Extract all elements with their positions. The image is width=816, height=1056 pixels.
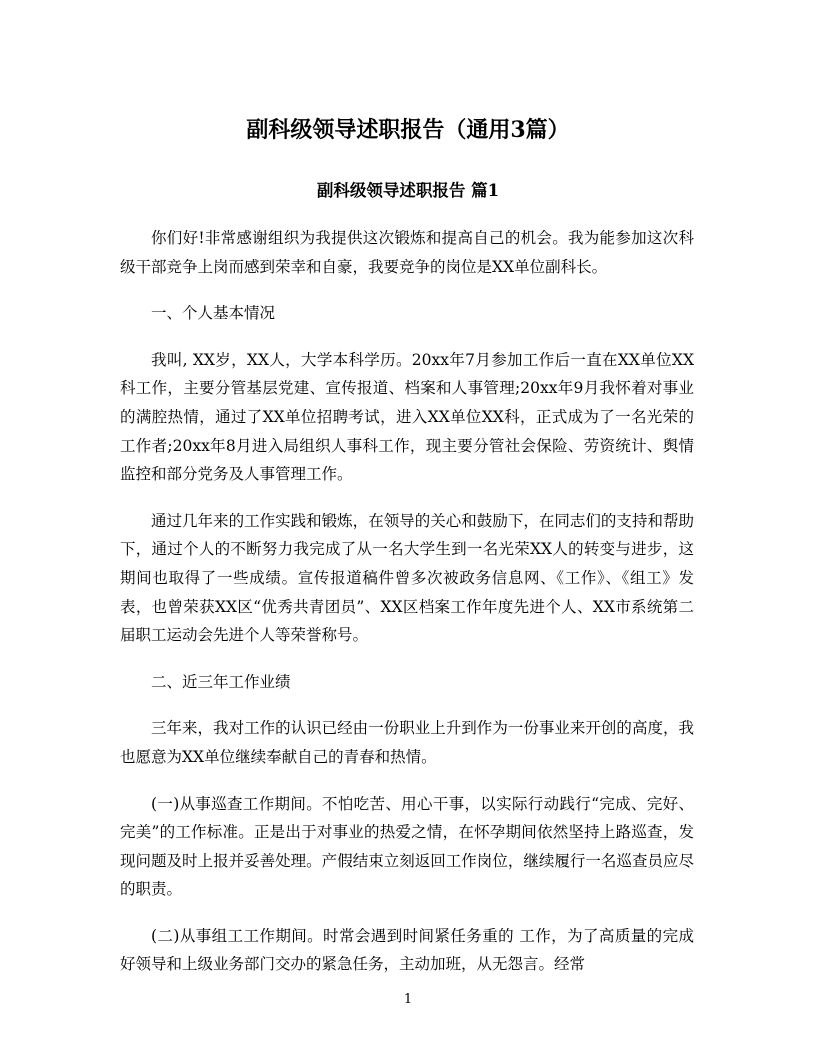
page-number: 1 <box>403 992 413 1007</box>
paragraph-organization-work: (二)从事组工工作期间。时常会遇到时间紧任务重的 工作，为了高质量的完成好领导和上级业务部门交办的紧急任务，主动加班，从无怨言。经常 <box>120 926 694 974</box>
paragraph-patrol-work: (一)从事巡查工作期间。不怕吃苦、用心干事，以实际行动践行“完成、完好、完美”的工作标准。正是出于对事业的热爱之情，在怀孕期间依然坚持上路巡查，发现问题及时上报并妥善处理。产假结束立刻返回工作岗位，继续履行一名巡查员应尽的职责。 <box>120 794 694 899</box>
heading-basic-info: 一、个人基本情况 <box>151 304 276 323</box>
heading-performance: 二、近三年工作业绩 <box>151 672 291 691</box>
paragraph-basic-info: 我叫, XX岁，XX人，大学本科学历。20xx年7月参加工作后一直在XX单位XX科工作，主要分管基层党建、宣传报道、档案和人事管理;20xx年9月我怀着对事业的满腔热情，通过了XX单位招聘考试，进入XX单位XX科，正式成为了一名光荣的工作者;20xx年8月进入局组织人事科工作，现主要分管社会保险、劳资统计、舆情监控和部分党务及人事管理工作。 <box>120 350 694 484</box>
paragraph-performance-intro: 三年来，我对工作的认识已经由一份职业上升到作为一份事业来开创的高度，我也愿意为XX单位继续奉献自己的青春和热情。 <box>120 719 694 766</box>
paragraph-achievements: 通过几年来的工作实践和锻炼，在领导的关心和鼓励下，在同志们的支持和帮助下，通过个人的不断努力我完成了从一名大学生到一名光荣XX人的转变与进步，这期间也取得了一些成绩。宣传报道稿件曾多次被政务信息网、《工作》、《组工》发表，也曾荣获XX区“优秀共青团员”、XX区档案工作年度先进个人、XX市系统第二届职工运动会先进个人等荣誉称号。 <box>120 511 694 645</box>
document-title: 副科级领导述职报告（通用3篇） <box>246 117 570 143</box>
paragraph-intro: 你们好!非常感谢组织为我提供这次锻炼和提高自己的机会。我为能参加这次科级干部竞争上岗而感到荣幸和自豪，我要竞争的岗位是XX单位副科长。 <box>120 229 694 276</box>
document-body <box>120 224 694 997</box>
section-title: 副科级领导述职报告 篇1 <box>316 181 500 200</box>
